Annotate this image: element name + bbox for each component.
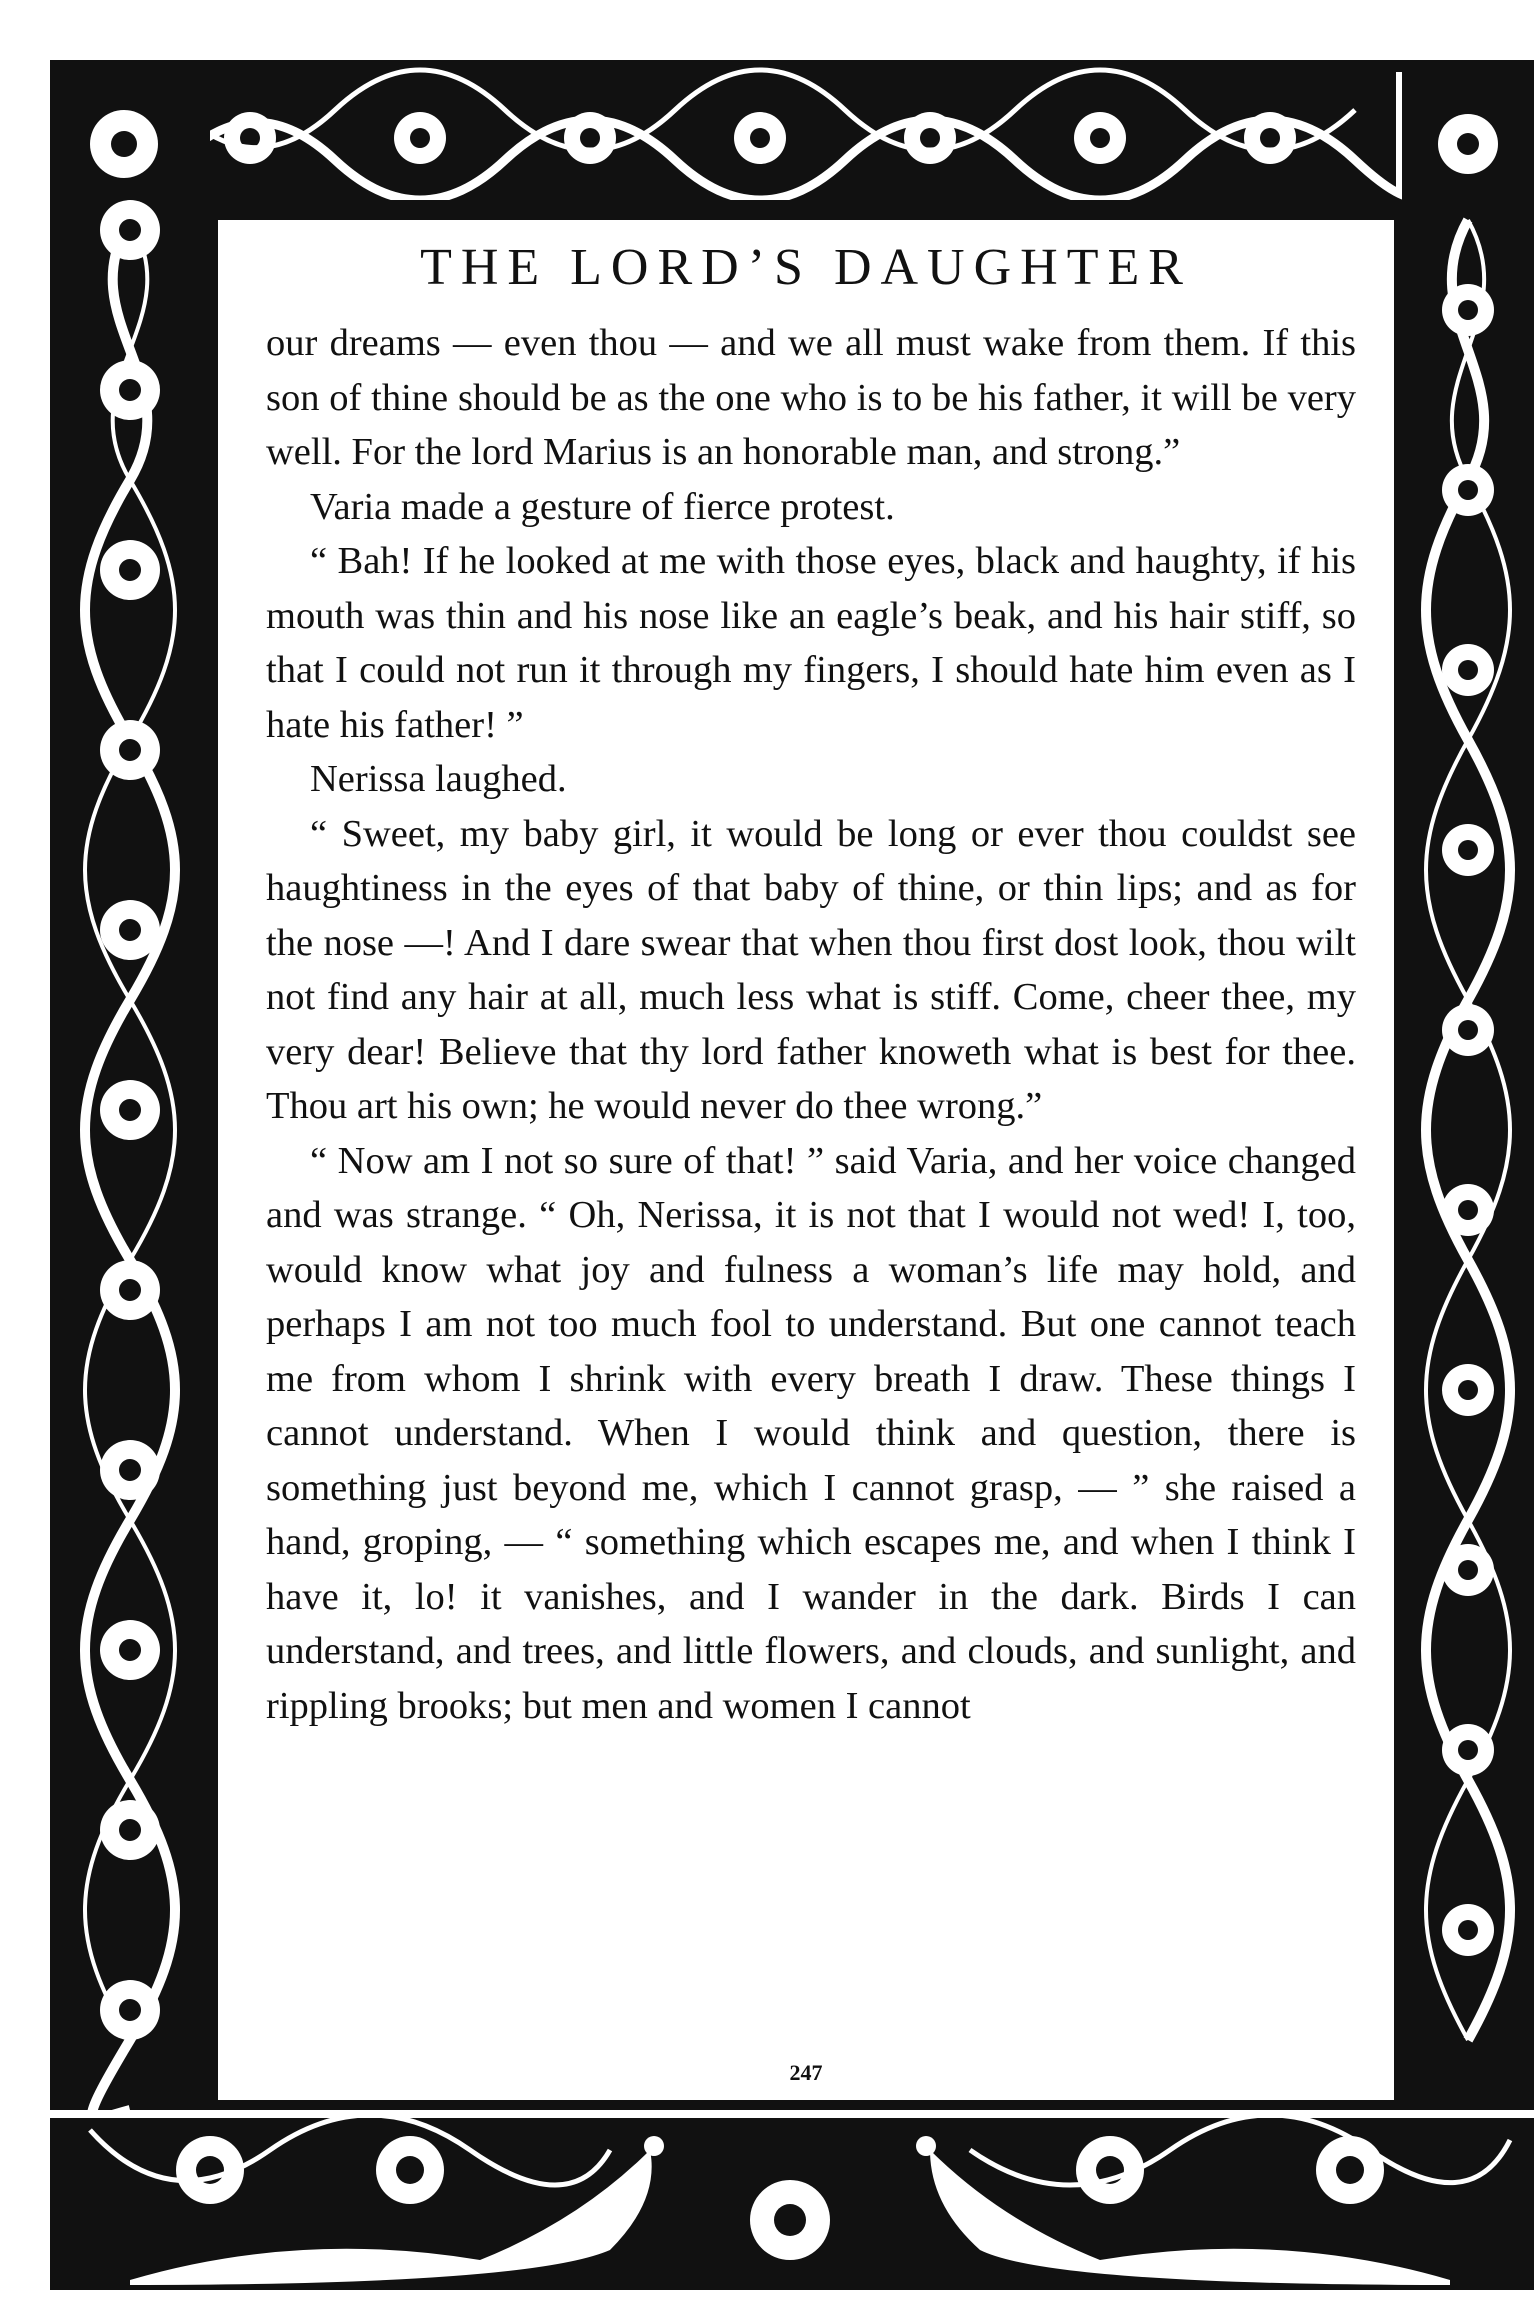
right-vine-border <box>1402 60 1534 2290</box>
page-number: 247 <box>789 2060 823 2085</box>
paragraph: “ Now am I not so sure of that! ” said Varia, and her voice changed and was strange. “ Oh, Nerissa, it is not that I would not wed! I, too, would know what joy and fulness a woman’s life may hold, and perhaps I am not too much fool to understand. But one cannot teach me from whom I shrink with every breath I draw. These things I cannot understand. When I would think and question, there is something just beyond me, which I cannot grasp, — ” she raised a hand, groping, — “ something which escapes me, and when I think I have it, lo! it vanishes, and I wander in the dark. Birds I can understand, and trees, and little flowers, and clouds, and sunlight, and rippling brooks; but men and women I cannot <box>266 1139 1356 1727</box>
paragraph: “ Bah! If he looked at me with those eyes, black and haughty, if his mouth was thin and his nose like an eagle’s beak, and his hair stiff, so that I could not run it through my fingers, I should hate him even as I hate his father! ” <box>266 540 1356 746</box>
paragraph: our dreams — even thou — and we all must wake from them. If this son of thine should be as the one who is to be his father, it will be very well. For the lord Marius is an honorable man, and strong.” <box>266 322 1356 473</box>
floral-scroll-icon <box>50 60 1534 200</box>
body-text <box>266 316 1356 1733</box>
paragraph: Nerissa laughed. <box>310 758 567 800</box>
paragraph: Varia made a gesture of fierce protest. <box>310 485 895 528</box>
paragraph: “ Sweet, my baby girl, it would be long or ever thou couldst see haughtiness in the eyes of that baby of thine, or thin lips; and as for the nose —! And I dare swear that when thou first dost look, thou wilt not find any hair at all, much less what is stiff. Come, cheer thee, my very dear! Believe that thy lord father knoweth what is best for thee. Thou art his own; he would never do thee wrong.” <box>266 812 1356 1127</box>
left-vine-border <box>50 60 210 2290</box>
vine-rose-icon <box>50 60 210 2290</box>
top-floral-border <box>50 60 1534 200</box>
peacock-frieze-icon <box>50 2110 1534 2290</box>
running-title: THE LORD’S DAUGHTER <box>420 239 1192 296</box>
text-panel <box>214 216 1398 2104</box>
bottom-peacock-border <box>50 2110 1534 2290</box>
vine-rose-icon <box>1402 60 1534 2290</box>
